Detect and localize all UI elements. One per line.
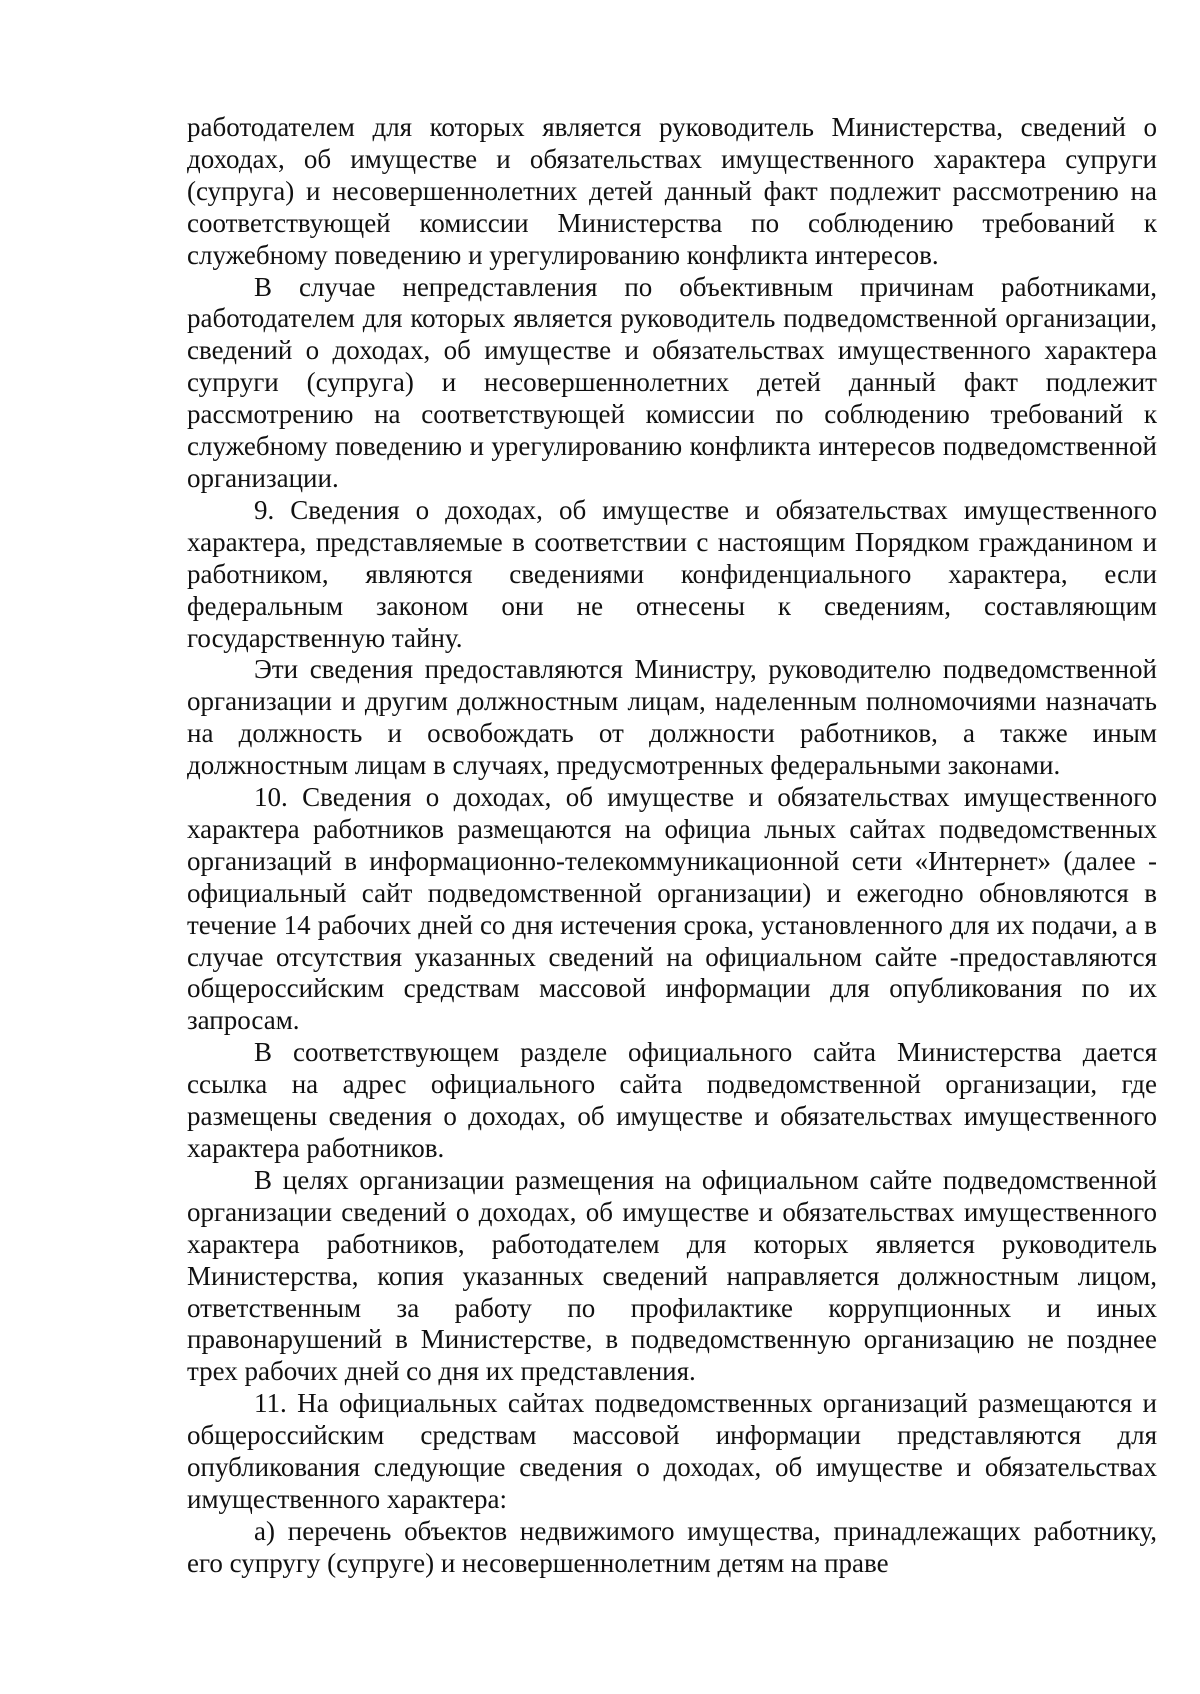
paragraph-item-10: 10. Сведения о доходах, об имуществе и обязательствах имущественного характера работников размещаются на официа льных сайтах подведомственных организаций в информационно-телекоммуникационной сети «Интернет» (далее - официальный сайт подведомственной организации) и ежегодно обновляются в течение 14 рабочих дней со дня истечения срока, установленного для их подачи, а в случае отсутствия указанных сведений на официальном сайте -предоставляются общероссийским средствам массовой информации для опубликования по их запросам. xyxy=(187,782,1157,1036)
paragraph-nonsubmission-subordinate: В случае непредставления по объективным причинам работниками, работодателем для которых является руководитель подведомственной организации, сведений о доходах, об имуществе и обязательствах имущественного характера супруги (супруга) и несовершеннолетних детей данный факт подлежит рассмотрению на соответствующей комиссии по соблюдению требований к служебному поведению и урегулированию конфликта интересов подведомственной организации. xyxy=(187,271,1157,493)
paragraph-item-10-copy: В целях организации размещения на официальном сайте подведомственной организации сведений о доходах, об имуществе и обязательствах имущественного характера работников, работодателем для которых является руководитель Министерства, копия указанных сведений направляется должностным лицом, ответственным за работу по профилактике коррупционных и иных правонарушений в Министерстве, в подведомственную организацию не позднее трех рабочих дней со дня их представления. xyxy=(187,1164,1157,1387)
paragraph-item-11-a: а) перечень объектов недвижимого имущества, принадлежащих работнику, его супругу (супруге) и несовершеннолетним детям на праве xyxy=(187,1515,1157,1578)
document-body xyxy=(187,112,1157,1580)
paragraph-item-9-recipients: Эти сведения предоставляются Министру, руководителю подведомственной организации и другим должностным лицам, наделенным полномочиями назначать на должность и освобождать от должности работников, а также иным должностным лицам в случаях, предусмотренных федеральными законами. xyxy=(187,654,1157,781)
paragraph-continuation: работодателем для которых является руководитель Министерства, сведений о доходах, об имуществе и обязательствах имущественного характера супруги (супруга) и несовершеннолетних детей данный факт подлежит рассмотрению на соответствующей комиссии Министерства по соблюдению требований к служебному поведению и урегулированию конфликта интересов. xyxy=(187,112,1157,270)
paragraph-item-10-link: В соответствующем разделе официального сайта Министерства дается ссылка на адрес официального сайта подведомственной организации, где размещены сведения о доходах, об имуществе и обязательствах имущественного характера работников. xyxy=(187,1037,1157,1163)
paragraph-item-9: 9. Сведения о доходах, об имуществе и обязательствах имущественного характера, представляемые в соответствии с настоящим Порядком гражданином и работником, являются сведениями конфиденциального характера, если федеральным законом они не отнесены к сведениям, составляющим государственную тайну. xyxy=(187,494,1157,653)
paragraph-item-11: 11. На официальных сайтах подведомственных организаций размещаются и общероссийским средствам массовой информации представляются для опубликования следующие сведения о доходах, об имуществе и обязательствах имущественного характера: xyxy=(187,1388,1157,1514)
